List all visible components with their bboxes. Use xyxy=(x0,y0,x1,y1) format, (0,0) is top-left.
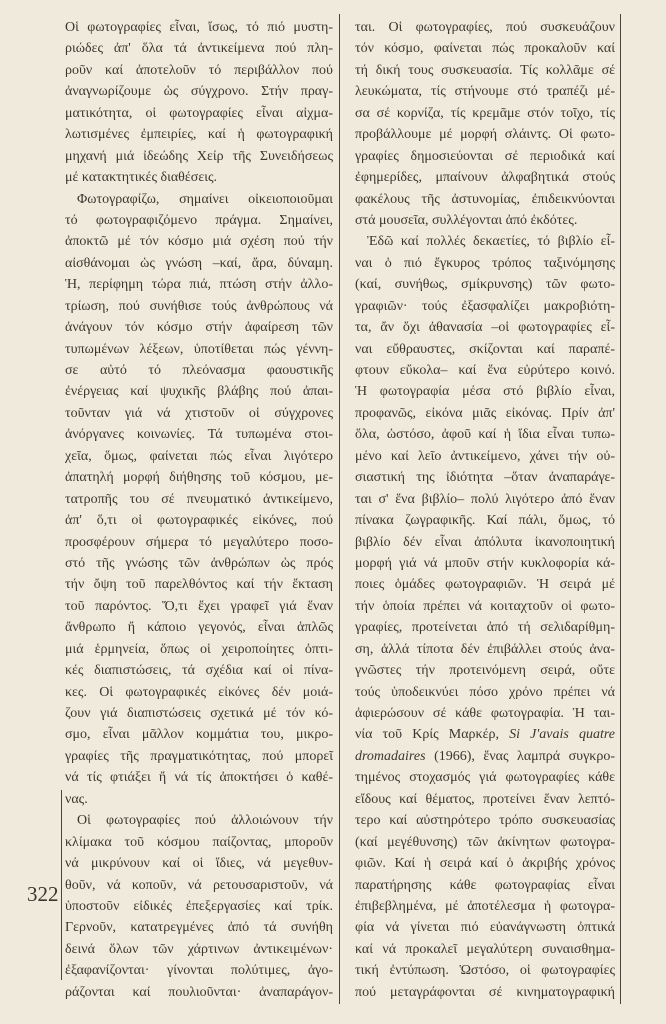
text-line: Οἱ φωτογραφίες πού ἀλλοιώνουν τήν xyxy=(77,813,333,829)
text-line: (καί μεγέθυνσης) τῶν ἀκίνητων φωτογρα- xyxy=(355,834,615,850)
text-line: τό φωτογραφιζόμενο πράγμα. Σημαίνει, xyxy=(65,212,333,228)
text-line: γραφίες τῆς πραγματικότητας, πού μπορεῖ xyxy=(65,748,333,764)
right-text-column xyxy=(355,17,615,1003)
text-line: στά μουσεῖα, συλλέγονται ἀπό ἐκδότες. xyxy=(355,212,578,228)
text-line: νά μικρύνουν καί οἱ ἴδιες, νά μεγεθυν- xyxy=(65,856,333,872)
text-line: καί νά προκαλεῖ μεγαλύτερη συναισθημα- xyxy=(355,941,615,957)
text-line xyxy=(355,746,615,767)
text-line: γραφίες δημοσιεύονται σέ περιοδικά καί xyxy=(355,148,615,164)
text-line: δεινά ὅλων τῶν χάρτινων ἀντικειμένων· xyxy=(65,941,333,957)
text-line: κές διαπιστώσεις, τά σχέδια καί οἱ πίνα- xyxy=(65,663,333,679)
text-line: χεῖα, ὅμως, φαίνεται πώς εἶναι λιγότερο xyxy=(65,448,333,464)
text-line: ἄνθρωπο ἤ κάποιο γεγονός, εἶναι ἁπλῶς xyxy=(65,620,333,636)
text-line: Οἱ φωτογραφίες εἶναι, ἴσως, τό πιό μυστη- xyxy=(65,20,333,35)
text-line: προβάλλουμε μέ μορφή σλάιντς. Οἱ φωτο- xyxy=(355,127,615,143)
text-line: νας. xyxy=(65,791,88,807)
text-line: ναι εὔθραυστες, σκίζονται καί παραπέ- xyxy=(355,341,615,357)
text-line: σιαστική της ἰδιότητα –ὅταν ἀναπαράγε- xyxy=(355,470,615,486)
text-line: ποιες ὁμάδες φωτογραφιῶν. Ἡ σειρά μέ xyxy=(355,577,615,593)
text-line: εἴδους καί θέματος, προτείνει ἕναν λεπτό- xyxy=(355,791,615,807)
text-line: προφανῶς, εἰκόνα μιᾶς εἰκόνας. Πρίν ἀπ' xyxy=(355,405,615,421)
page-number: 322 xyxy=(27,882,59,906)
text-line: κλίμακα τοῦ κόσμου παίζοντας, μποροῦν xyxy=(65,834,333,850)
text-line: τική ἐντύπωση. Ὡστόσο, οἱ φωτογραφίες xyxy=(355,963,615,979)
text-line: τα, ἄν ὄχι ἀθανασία –οἱ φωτογραφίες εἶ- xyxy=(355,320,615,336)
text-line: πίνακα ζωγραφικῆς. Καί πάλι, ὅμως, τό xyxy=(355,513,615,529)
left-text-column xyxy=(65,17,333,1003)
text-line: τρίωση, πού συνήθισε τούς ἀνθρώπους νά xyxy=(65,298,333,314)
italic-title: Si J'avais quatre xyxy=(509,727,615,743)
text-line: ἀποκτῶ μέ τόν κόσμο μιά σχέση πού τήν xyxy=(65,234,333,250)
text-line: στό τῆς γνώσης τῶν ἀνθρώπων ὡς πρός xyxy=(65,555,333,571)
text-line: φτουν εὔκολα– καί ἕνα εὐρύτερο κοινό. xyxy=(355,363,615,378)
text-line: ἀπατηλή μορφή διήθησης τοῦ κόσμου, με- xyxy=(65,470,333,486)
text-line: ση, ἀλλά τίποτα δέν ἐπιβάλλει στούς ἀνα- xyxy=(355,641,615,657)
text-line: τημένος στοχασμός γιά φωτογραφίες κάθε xyxy=(355,770,615,786)
text-line: τυπωμένων λέξεων, ὑποτίθεται πώς γέννη- xyxy=(65,341,333,357)
text-line: τερο καί αὐστηρότερο τρόπο συσκευασίας xyxy=(355,813,615,829)
text-line: σμο, εἶναι μᾶλλον κομμάτια του, μικρο- xyxy=(65,727,333,743)
text-line: τήν ὁποία πρέπει νά κοιταχτοῦν οἱ φωτο- xyxy=(355,598,615,614)
text-line: ἀναγνωρίζουμε ὡς σύγχρονο. Στήν πραγ- xyxy=(65,84,333,100)
text-line: τήν ὄψη τοῦ παρελθόντος καί τήν ἔκταση xyxy=(65,577,333,593)
text-line: σα σέ κορνίζα, τίς κρεμᾶμε στόν τοῖχο, τίς xyxy=(355,105,615,121)
text-line: ἐπιβεβλημένα, μέ ἀποτέλεσμα ἡ φωτογρα- xyxy=(355,898,615,914)
text-line: γνῶστες τήν προτεινόμενη σειρά, οὔτε xyxy=(355,663,615,679)
text-segment: (1966), ἕνας λαμπρά συγκρο- xyxy=(425,748,615,764)
text-line: ὑποστοῦν εἰδικές ἐπεξεργασίες καί τρίκ. xyxy=(65,898,333,914)
text-segment: νία τοῦ Κρίς Μαρκέρ, xyxy=(355,727,510,743)
text-line: βιβλίο δέν εἶναι ἀπόλυτα ἱκανοποιητική xyxy=(355,534,615,550)
text-line: παρατήρησης κάθε φωτογραφίας εἶναι xyxy=(355,877,615,893)
text-line: Ἡ, περίφημη τώρα πιά, πτώση στήν ἀλλο- xyxy=(65,277,333,293)
text-line: ται. Οἱ φωτογραφίες, πού συσκευάζουν xyxy=(355,20,615,35)
text-line: τατροπῆς του σέ πνευματικό ἀντικείμενο, xyxy=(65,491,333,507)
text-line: προσφέρουν σήμερα τό μεγαλύτερο ποσο- xyxy=(65,534,333,550)
text-line: Ἡ φωτογραφία μέσα στό βιβλίο εἶναι, xyxy=(355,384,615,400)
text-line: τόν κόσμο, φαίνεται πώς προκαλοῦν καί xyxy=(355,41,615,57)
text-line: ἀνόργανες κοινωνίες. Τά τυπωμένα στοι- xyxy=(65,427,333,443)
text-line: μένο καί λεῖο ἀντικείμενο, χάνει τήν οὐ- xyxy=(355,448,615,464)
text-line: αἰσθάνομαι ὡς γνώση –καί, ἄρα, δύναμη. xyxy=(65,255,333,271)
text-line: ὅλα, ὡστόσο, ἀφοῦ καί ἡ ἴδια εἶναι τυπω- xyxy=(355,427,615,443)
text-line: ἀφιερώσουν σέ κάθε φωτογραφία. Ἡ ται- xyxy=(355,706,615,721)
text-line: φακέλους τῆς ἀστυνομίας, ἐπιδεικνύονται xyxy=(355,191,615,207)
text-line: φιῶν. Καί ἡ σειρά καί ὁ ἀκριβής χρόνος xyxy=(355,856,615,872)
text-line: μέ κατακτητικές διαθέσεις. xyxy=(65,170,218,186)
column-divider xyxy=(339,14,340,1004)
text-line: γραφιῶν· τούς ἐξασφαλίζει μακροβιότη- xyxy=(355,298,615,314)
italic-title: dromadaires xyxy=(355,748,426,764)
text-line: ριώδες ἀπ' ὅλα τά ἀντικείμενα πού πλη- xyxy=(65,41,333,57)
text-line: πού μεταγράφονται σέ κινηματογραφική xyxy=(355,984,615,1000)
text-line: ται σ' ἕνα βιβλίο– πολύ λιγότερο ἀπό ἕναν xyxy=(355,491,615,507)
text-line: ἀνάγουν τόν κόσμο στήν ἀφαίρεση τῶν xyxy=(65,320,333,336)
text-line: Ἐδῶ καί πολλές δεκαετίες, τό βιβλίο εἶ- xyxy=(367,234,615,250)
text-line: (καί, συνήθως, σμίκρυνσης) τῶν φωτο- xyxy=(355,277,615,293)
text-line: ματικότητα, οἱ φωτογραφίες εἶναι αἰχμα- xyxy=(65,105,333,121)
text-line: γραφίες, προτείνεται ἀπό τή σελιδαρίθμη- xyxy=(355,620,615,636)
text-line: ροῦν καί ἀποτελοῦν τό περιβάλλον πού xyxy=(65,62,333,78)
text-line: θοῦν, νά κοποῦν, νά ρετουσαριστοῦν, νά xyxy=(65,877,333,893)
text-line: ἐξαφανίζονται· γίνονται πολύτιμες, ἀγο- xyxy=(65,963,333,979)
text-line: μιά ἑρμηνεία, ὅπως οἱ χειροποίητες ὀπτι- xyxy=(65,641,333,657)
text-line: λωτισμένες ἐμπειρίες, καί ἡ φωτογραφική xyxy=(65,127,333,143)
text-line: φία νά γίνεται πιό εὐανάγνωστη ὀπτικά xyxy=(355,920,615,936)
margin-rule-right xyxy=(620,14,621,1004)
text-line: Φωτογραφίζω, σημαίνει οἰκειοποιοῦμαι xyxy=(77,191,333,207)
text-line: ράζονται καί πουλιοῦνται· ἀναπαράγον- xyxy=(65,984,333,1000)
text-line: τή δική τους συσκευασία. Τίς κολλᾶμε σέ xyxy=(355,62,615,78)
text-line: ζουν γιά διαπιστώσεις σχετικά μέ τόν κό- xyxy=(65,706,333,721)
margin-rule-left xyxy=(61,790,62,980)
text-line: νά τίς φτιάξει ἤ νά τίς ἀποκτήσει ὁ καθέ- xyxy=(65,770,333,786)
text-line: μηχανή μιά ἰδεώδης Χείρ τῆς Συνειδήσεως xyxy=(65,148,333,164)
text-line: τούς ὑποδεικνύει πόσο χρόνο πρέπει νά xyxy=(355,684,615,700)
text-line: ἐφημερίδες, μπαίνουν ἀλφαβητικά στούς xyxy=(355,170,615,186)
text-line: κες. Οἱ φωτογραφικές εἰκόνες δέν μοιά- xyxy=(65,684,333,700)
text-line: μορφή γιά νά μποῦν στήν κυκλοφορία κά- xyxy=(355,555,615,571)
text-line: τοῦ παρόντος. Ὅ,τι ἔχει γραφεῖ γιά ἕναν xyxy=(65,598,333,614)
text-line: τοῦνταν γιά νά χτιστοῦν οἱ σύγχρονες xyxy=(65,405,333,421)
text-line: σε αὐτό τό πλεόνασμα φαουστικῆς xyxy=(65,363,333,378)
text-line: Γερνοῦν, κατατρεγμένες ἀπό τά συνήθη xyxy=(65,920,333,936)
text-line xyxy=(355,724,615,745)
text-line: ἐνέργειας καί ψυχικῆς βλάβης πού ἀπαι- xyxy=(65,384,333,400)
text-line: λευκώματα, τίς στήνουμε στό τραπέζι μέ- xyxy=(355,84,615,100)
text-line: ἀπ' ὅ,τι οἱ φωτογραφικές εἰκόνες, πού xyxy=(65,513,333,529)
text-line: ναι ὁ πιό ἔγκυρος τρόπος ταξινόμησης xyxy=(355,255,615,271)
